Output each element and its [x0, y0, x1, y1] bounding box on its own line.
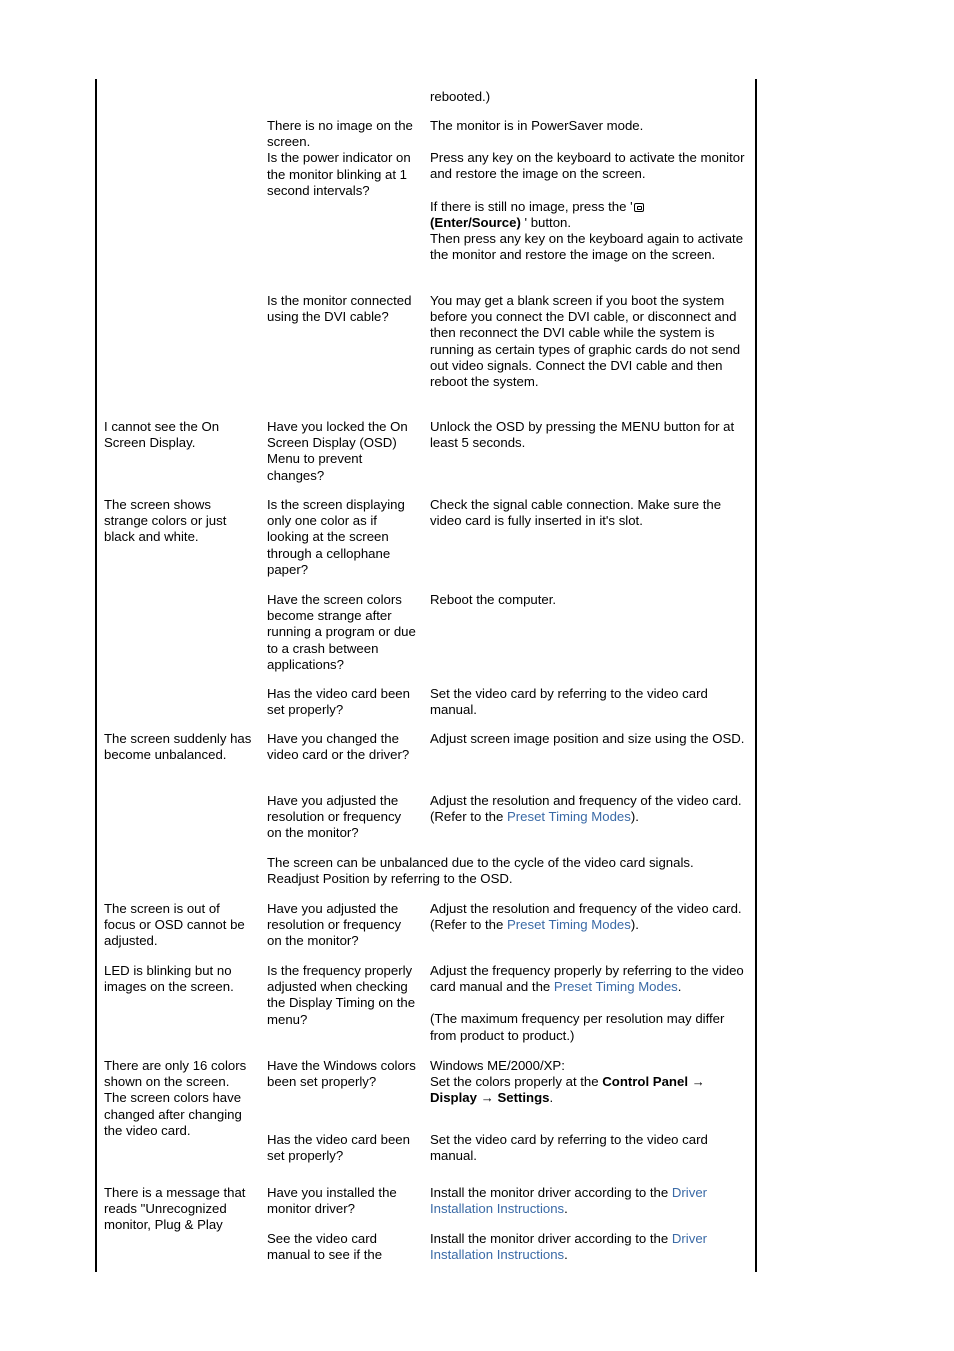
- check-question: Have you installed the monitor driver?: [267, 1185, 397, 1217]
- solution-text: Windows ME/2000/XP: Set the colors properly at the Control Panel → Display → Settings.: [430, 1058, 705, 1106]
- preset-timing-modes-link[interactable]: Preset Timing Modes: [506, 917, 631, 933]
- solution-text: Install the monitor driver according to the Driver Installation Instructions.: [430, 1231, 708, 1263]
- check-question: Is the frequency properly adjusted when checking the Display Timing on the menu?: [267, 963, 416, 1027]
- solution-text: Check the signal cable connection. Make sure the video card is fully inserted in it's slot.: [430, 497, 722, 529]
- driver-installation-link[interactable]: Driver Installation Instructions: [430, 1231, 708, 1263]
- symptom-text: LED is blinking but no images on the screen.: [104, 963, 234, 995]
- solution-text: You may get a blank screen if you boot the system before you connect the DVI cable, or disconnect and then reconnect the DVI cable while the system is running as certain types of graphic cards do not send out video signals. Connect the DVI cable and then reboot the system.: [430, 293, 741, 390]
- solution-text: Reboot the computer.: [430, 592, 557, 607]
- check-question-line: There is no image on the screen.: [267, 118, 413, 150]
- check-question: Have you changed the video card or the driver?: [267, 731, 410, 763]
- check-question: Have you adjusted the resolution or frequency on the monitor?: [267, 901, 402, 949]
- symptom-text: The screen suddenly has become unbalanced.: [104, 731, 252, 763]
- symptom-text: The screen shows strange colors or just black and white.: [104, 497, 227, 545]
- check-question: See the video card manual to see if the: [267, 1231, 383, 1263]
- check-question: Is the monitor connected using the DVI cable?: [267, 293, 412, 325]
- solution-text: Adjust the resolution and frequency of the video card. (Refer to the Preset Timing Modes).: [430, 793, 742, 825]
- symptom-text: The screen is out of focus or OSD cannot be adjusted.: [104, 901, 245, 949]
- solution-text: Set the video card by referring to the video card manual.: [430, 1132, 708, 1164]
- arrow-icon: →: [480, 1090, 494, 1106]
- solution-text: The monitor is in PowerSaver mode. Press any key on the keyboard to activate the monitor and restore the image on the screen. If there is still no image, press the ' (Enter/Source) ' button. Then press any key on the keyboard again to activate the monitor and restore the image on the screen.: [430, 118, 745, 263]
- symptom-text: There are only 16 colors shown on the screen. The screen colors have changed after changing the video card.: [104, 1058, 247, 1138]
- solution-text: Adjust the frequency properly by referring to the video card manual and the Preset Timing Modes. (The maximum frequency per resolution may differ from product to product.): [430, 963, 744, 1043]
- solution-text: Adjust screen image position and size using the OSD.: [430, 731, 745, 746]
- check-question: Have you adjusted the resolution or frequency on the monitor?: [267, 793, 402, 841]
- preset-timing-modes-link[interactable]: Preset Timing Modes: [553, 979, 678, 995]
- check-question: Have the Windows colors been set properly?: [267, 1058, 416, 1090]
- preset-timing-modes-link[interactable]: Preset Timing Modes: [506, 809, 631, 825]
- enter-source-icon: [634, 203, 644, 212]
- solution-text: Install the monitor driver according to the Driver Installation Instructions.: [430, 1185, 708, 1217]
- symptom-text: I cannot see the On Screen Display.: [104, 419, 220, 451]
- symptom-text: There is a message that reads "Unrecognized monitor, Plug & Play: [104, 1185, 246, 1233]
- solution-text: Adjust the resolution and frequency of the video card. (Refer to the Preset Timing Modes).: [430, 901, 742, 933]
- arrow-icon: →: [691, 1074, 705, 1090]
- check-question: Is the screen displaying only one color as if looking at the screen through a cellophane paper?: [267, 497, 405, 577]
- check-question: Have you locked the On Screen Display (OSD) Menu to prevent changes?: [267, 419, 408, 483]
- solution-text: rebooted.): [430, 89, 491, 104]
- solution-text: Unlock the OSD by pressing the MENU button for at least 5 seconds.: [430, 419, 735, 451]
- check-question: Has the video card been set properly?: [267, 686, 410, 718]
- check-question: Have the screen colors become strange after running a program or due to a crash between applications?: [267, 592, 416, 672]
- check-question: [267, 118, 419, 199]
- check-question: Has the video card been set properly?: [267, 1132, 410, 1164]
- table-left-border: [95, 79, 97, 1272]
- solution-text: Set the video card by referring to the video card manual.: [430, 686, 708, 718]
- table-right-border: [755, 79, 757, 1272]
- driver-installation-link[interactable]: Driver Installation Instructions: [430, 1185, 708, 1217]
- note-text: The screen can be unbalanced due to the cycle of the video card signals. Readjust Position by referring to the OSD.: [267, 855, 694, 887]
- check-question-line: Is the power indicator on the monitor blinking at 1 second intervals?: [267, 150, 411, 198]
